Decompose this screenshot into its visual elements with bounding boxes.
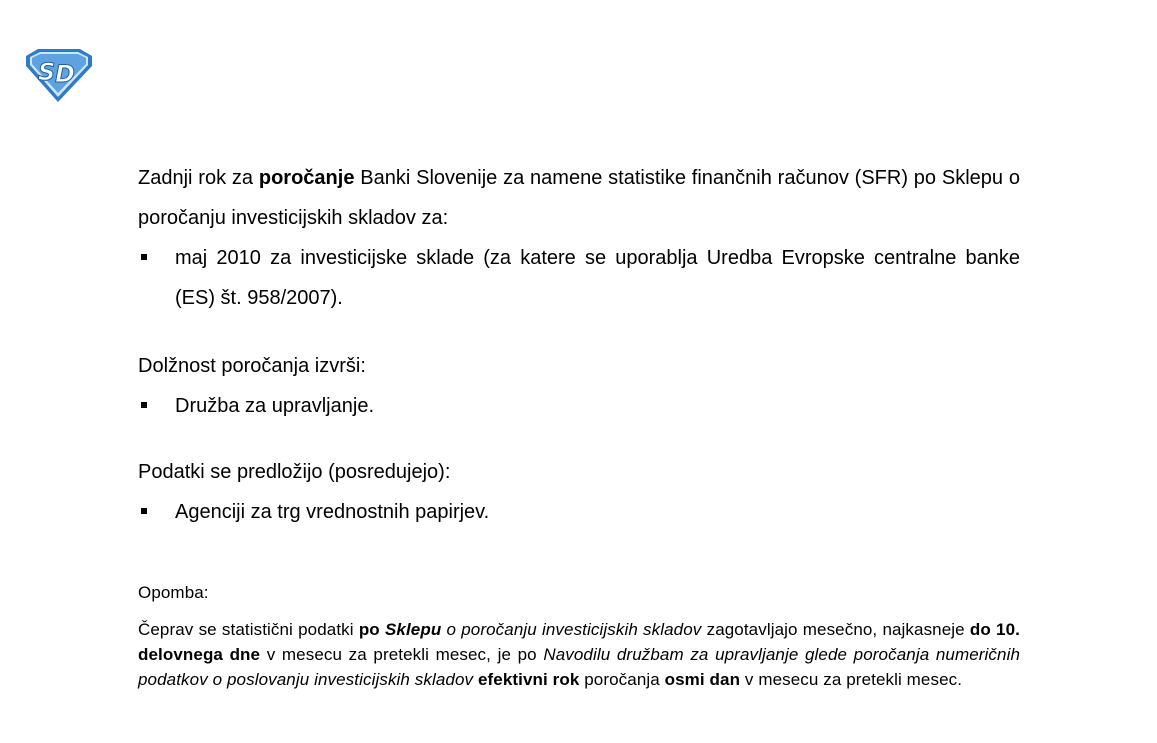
svg-text:D: D <box>55 60 75 88</box>
duty-heading: Dolžnost poročanja izvrši: <box>138 355 366 377</box>
deliver-heading: Podatki se predložijo (posredujejo): <box>138 461 451 483</box>
note-body: Čeprav se statistični podatki po Sklepu o poročanju investicijskih skladov zagotavljajo mesečno, najkasneje do 10. delovnega dne v mesecu za pretekli mesec, je po Navodilu družbam za upravljanje glede poročanja numeričnih podatkov o poslovanju investicijskih skladov efektivni rok poročanja osmi dan v mesecu za pretekli mesec. <box>138 620 1020 689</box>
list-item: Agenciji za trg vrednostnih papirjev. <box>138 492 1020 532</box>
svg-text:S: S <box>38 58 56 86</box>
reporting-duty-section <box>138 346 1020 426</box>
sd-logo-icon <box>22 46 96 104</box>
list-item: maj 2010 za investicijske sklade (za katere se uporablja Uredba Evropske centralne banke (ES) št. 958/2007). <box>138 238 1020 318</box>
bullet-icon <box>141 402 147 408</box>
list-item: Družba za upravljanje. <box>138 386 1020 426</box>
reporting-deadline-section <box>138 158 1020 318</box>
data-delivery-section <box>138 452 1020 532</box>
note-label: Opomba: <box>138 583 209 602</box>
bullet-icon <box>141 508 147 514</box>
intro-paragraph: Zadnji rok za poročanje Banki Slovenije za namene statistike finančnih računov (SFR) po Sklepu o poročanju investicijskih skladov za: <box>138 167 1020 229</box>
bullet-icon <box>141 254 147 260</box>
